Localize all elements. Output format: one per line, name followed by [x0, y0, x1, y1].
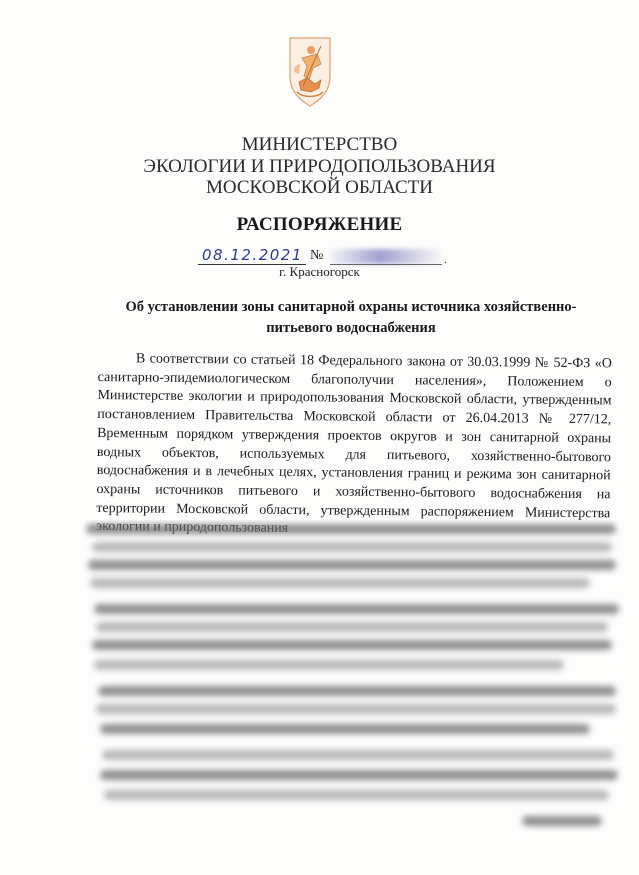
redacted-line [102, 750, 614, 760]
redacted-line [94, 660, 564, 670]
redacted-line [94, 604, 619, 614]
ministry-line-1: МИНИСТЕРСТВО [241, 134, 398, 155]
redacted-line [90, 578, 590, 588]
handwritten-date: 08.12.2021 [202, 246, 303, 264]
number-end: . [444, 252, 447, 266]
city-name: г. Красногорск [279, 264, 360, 279]
redacted-line [92, 640, 612, 650]
document-subject: Об установлении зоны санитарной охраны источника хозяйственно-питьевого водоснабжения [125, 299, 577, 336]
redacted-line [96, 704, 616, 714]
redacted-line [522, 816, 602, 826]
number-label: № [310, 248, 324, 263]
redacted-line [98, 686, 616, 696]
redacted-line [104, 790, 609, 800]
redacted-number [330, 249, 442, 264]
redacted-line [86, 524, 616, 534]
body-text [96, 350, 612, 542]
redacted-line [100, 724, 590, 734]
redacted-line [92, 542, 612, 552]
body-paragraph: В соответствии со статьей 18 Федерального закона от 30.03.1999 № 52-ФЗ «О санитарно-эпидемиологическом благополучии населения», Положением о Министерстве экологии и природопользования Московской области, утвержденным постановлением Правительства Московской области от 26.04.2013 № 277/12, Временным порядком утверждения проектов округов и зон санитарной охраны водных объектов, используемых для питьевого, хозяйственно-бытового водоснабжения и в лечебных целях, установления границ и режима зон санитарной охраны источников питьевого и хозяйственно-бытового водоснабжения на территории Московской области, утвержденным распоряжением Министерства [96, 351, 612, 521]
ministry-line-2: ЭКОЛОГИИ И ПРИРОДОПОЛЬЗОВАНИЯ [143, 155, 496, 177]
ministry-line-3: МОСКОВСКОЙ ОБЛАСТИ [206, 177, 433, 198]
coat-of-arms-icon [287, 36, 333, 108]
redacted-line [88, 560, 616, 570]
redacted-line [96, 622, 608, 632]
document-type-title: РАСПОРЯЖЕНИЕ [236, 214, 403, 235]
redacted-line [100, 770, 618, 780]
ministry-name [0, 134, 639, 199]
redacted-text-block [82, 520, 627, 840]
